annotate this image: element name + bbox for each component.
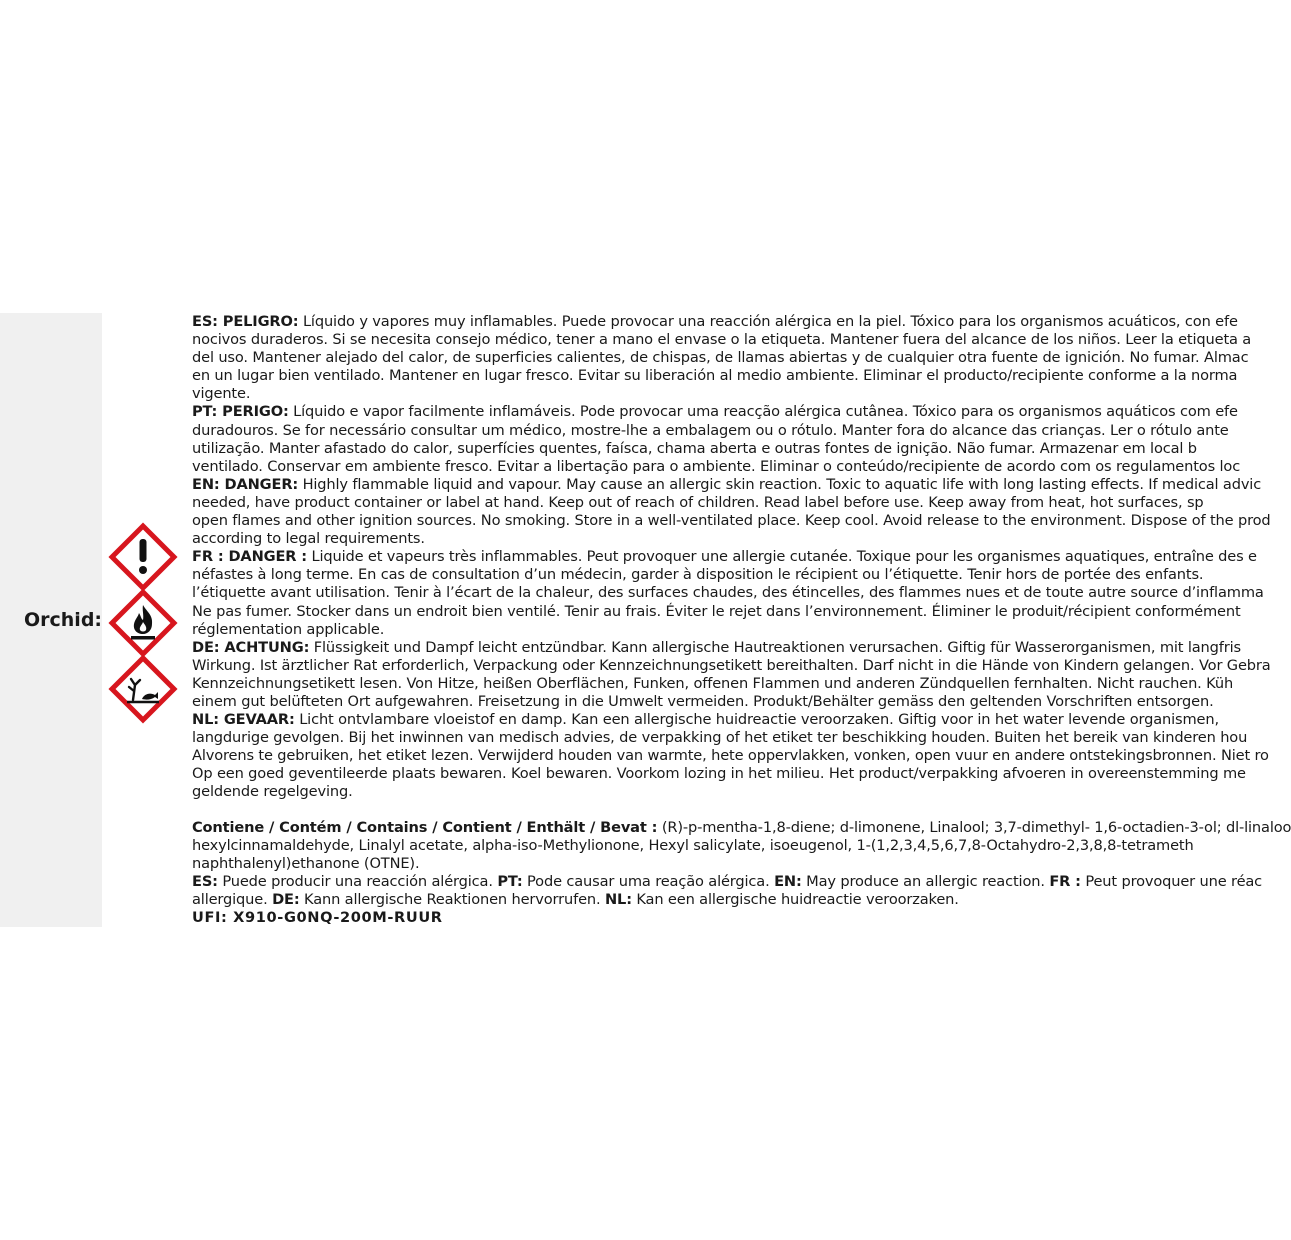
text-line: l’étiquette avant utilisation. Tenir à l’écart de la chaleur, des surfaces chaudes, des étincelles, des flammes nues et de toute autre source d’inflamma (192, 584, 1264, 602)
hazard-es-prefix: ES: PELIGRO: (192, 313, 299, 330)
flame-icon (109, 589, 177, 657)
allergic-en-prefix: EN: (774, 872, 802, 890)
allergic-fr-prefix: FR : (1049, 872, 1081, 890)
hazard-en (192, 475, 1271, 548)
product-label (0, 313, 1291, 927)
text-line: ventilado. Conservar em ambiente fresco. Evitar a libertação para o ambiente. Eliminar o conteúdo/recipiente de acordo com os regulamentos loc (192, 457, 1241, 475)
hazard-fr (192, 548, 1264, 638)
contains-prefix: Contiene / Contém / Contains / Contient / Enthält / Bevat : (192, 818, 658, 836)
text-line: Licht ontvlambare vloeistof en damp. Kan een allergische huidreactie veroorzaken. Giftig voor in het water levende organismen, (294, 711, 1219, 729)
text-line: en un lugar bien ventilado. Mantener en lugar fresco. Evitar su liberación al medio ambiente. Eliminar el producto/recipiente conforme a la norma (192, 367, 1238, 385)
hazard-en-prefix: EN: DANGER: (192, 475, 299, 493)
text-line: néfastes à long terme. En cas de consultation d’un médecin, garder à disposition le récipient ou l’étiquette. Tenir hors de portée des enfants. (192, 566, 1204, 584)
exclamation-mark-icon (109, 523, 177, 591)
text-line: allergique. (192, 890, 273, 908)
text-line: nocivos duraderos. Si se necesita consejo médico, tener a mano el envase o la etiqueta. Mantener fuera del alcance de los niños. Leer la etiqueta a (192, 331, 1252, 349)
text-line: May produce an allergic reaction. (801, 872, 1050, 890)
hazard-nl-prefix: NL: GEVAAR: (192, 711, 295, 729)
text-line: hexylcinnamaldehyde, Linalyl acetate, alpha-iso-Methylionone, Hexyl salicylate, isoeugenol, 1-(1,2,3,4,5,6,7,8-Octahydro-2,3,8,8-tetrameth (192, 836, 1194, 854)
text-line: Peut provoquer une réac (1080, 872, 1263, 890)
product-name: Orchid: (24, 609, 103, 631)
allergic-de-prefix: DE: (272, 890, 300, 908)
allergic-nl-prefix: NL: (604, 890, 632, 908)
contains-list (192, 818, 1291, 873)
allergic-pt-prefix: PT: (497, 872, 523, 890)
text-line: Op een goed geventileerde plaats bewaren. Koel bewaren. Voorkom lozing in het milieu. Het product/verpakking afvoeren in overeenstemming me (192, 765, 1246, 783)
text-line: geldende regelgeving. (192, 783, 353, 801)
text-line: Líquido y vapores muy inflamables. Puede provocar una reacción alérgica en la piel. Tóxico para los organismos acuáticos, con efe (298, 313, 1238, 330)
hazard-es (192, 313, 1252, 403)
text-line: Flüssigkeit und Dampf leicht entzündbar. Kann allergische Hautreaktionen verursachen. Giftig für Wasserorganismen, mit langfris (309, 638, 1241, 656)
text-line: réglementation applicable. (192, 620, 385, 638)
hazard-de (192, 638, 1271, 711)
text-line: utilização. Manter afastado do calor, superfícies quentes, faísca, chama aberta e outras fontes de ignição. Não fumar. Armazenar em local b (192, 439, 1197, 457)
allergic-es-prefix: ES: (192, 872, 218, 890)
text-line: Alvorens te gebruiken, het etiket lezen. Verwijderd houden van warmte, hete oppervlakken, vonken, open vuur en andere ontstekingsbronnen. Niet ro (192, 747, 1269, 765)
ghs-pictograms (109, 523, 179, 723)
text-line: Kann allergische Reaktionen hervorrufen. (299, 890, 605, 908)
hazard-de-prefix: DE: ACHTUNG: (192, 638, 310, 656)
text-line: Kennzeichnungsetikett lesen. Von Hitze, heißen Oberflächen, Funken, offenen Flammen und anderen Zündquellen fernhalten. Nicht rauchen. Küh (192, 674, 1234, 692)
spacer (192, 802, 1240, 819)
hazard-pt-prefix: PT: PERIGO: (192, 403, 289, 421)
hazard-nl (192, 711, 1269, 801)
text-line: del uso. Mantener alejado del calor, de superficies calientes, de chispas, de llamas abiertas y de cualquier otra fuente de ignición. No fumar. Almac (192, 349, 1249, 367)
text-line: duradouros. Se for necessário consultar um médico, mostre-lhe a embalagem ou o rótulo. Manter fora do alcance das crianças. Ler o rótulo ante (192, 421, 1229, 439)
hazard-pt (192, 403, 1240, 475)
text-line: Liquide et vapeurs très inflammables. Peut provoquer une allergie cutanée. Toxique pour les organismes aquatiques, entraîne des e (306, 548, 1257, 566)
environment-icon (109, 655, 177, 723)
text-line: (R)-p-mentha-1,8-diene; d-limonene, Linalool; 3,7-dimethyl- 1,6-octadien-3-ol; dl-linaloo (657, 818, 1291, 836)
ufi-code: UFI: X910-G0NQ-200M-RUUR (192, 909, 443, 926)
text-line: Highly flammable liquid and vapour. May cause an allergic skin reaction. Toxic to aquatic life with long lasting effects. If medical advic (298, 475, 1262, 493)
text-line: open flames and other ignition sources. No smoking. Store in a well-ventilated place. Keep cool. Avoid release to the environment. Dispose of the prod (192, 512, 1271, 530)
text-line: langdurige gevolgen. Bij het inwinnen van medisch advies, de verpakking of het etiket ter beschikking houden. Buiten het bereik van kinderen hou (192, 729, 1248, 747)
text-line: Pode causar uma reação alérgica. (522, 872, 775, 890)
text-line: vigente. (192, 385, 251, 403)
text-line: needed, have product container or label at hand. Keep out of reach of children. Read label before use. Keep away from heat, hot surfaces, sp (192, 493, 1204, 511)
text-line: Puede producir una reacción alérgica. (217, 872, 498, 890)
text-line: Líquido e vapor facilmente inflamáveis. Pode provocar uma reacção alérgica cutânea. Tóxico para os organismos aquáticos com efe (288, 403, 1238, 421)
text-line: Ne pas fumer. Stocker dans un endroit bien ventilé. Tenir au frais. Éviter le rejet dans l’environnement. Éliminer le produit/récipient conformément (192, 602, 1241, 620)
text-line: naphthalenyl)ethanone (OTNE). (192, 854, 420, 872)
allergic-statement (192, 872, 1263, 909)
hazard-text (192, 313, 1291, 927)
text-line: einem gut belüfteten Ort aufgewahren. Freisetzung in die Umwelt vermeiden. Produkt/Behälter gemäss den geltenden Vorschriften entsorgen. (192, 692, 1214, 710)
text-line: Kan een allergische huidreactie veroorzaken. (631, 890, 959, 908)
hazard-fr-prefix: FR : DANGER : (192, 548, 307, 566)
text-line: Wirkung. Ist ärztlicher Rat erforderlich, Verpackung oder Kennzeichnungsetikett bereithalten. Darf nicht in die Hände von Kindern gelangen. Vor Gebra (192, 656, 1271, 674)
text-line: according to legal requirements. (192, 530, 425, 548)
